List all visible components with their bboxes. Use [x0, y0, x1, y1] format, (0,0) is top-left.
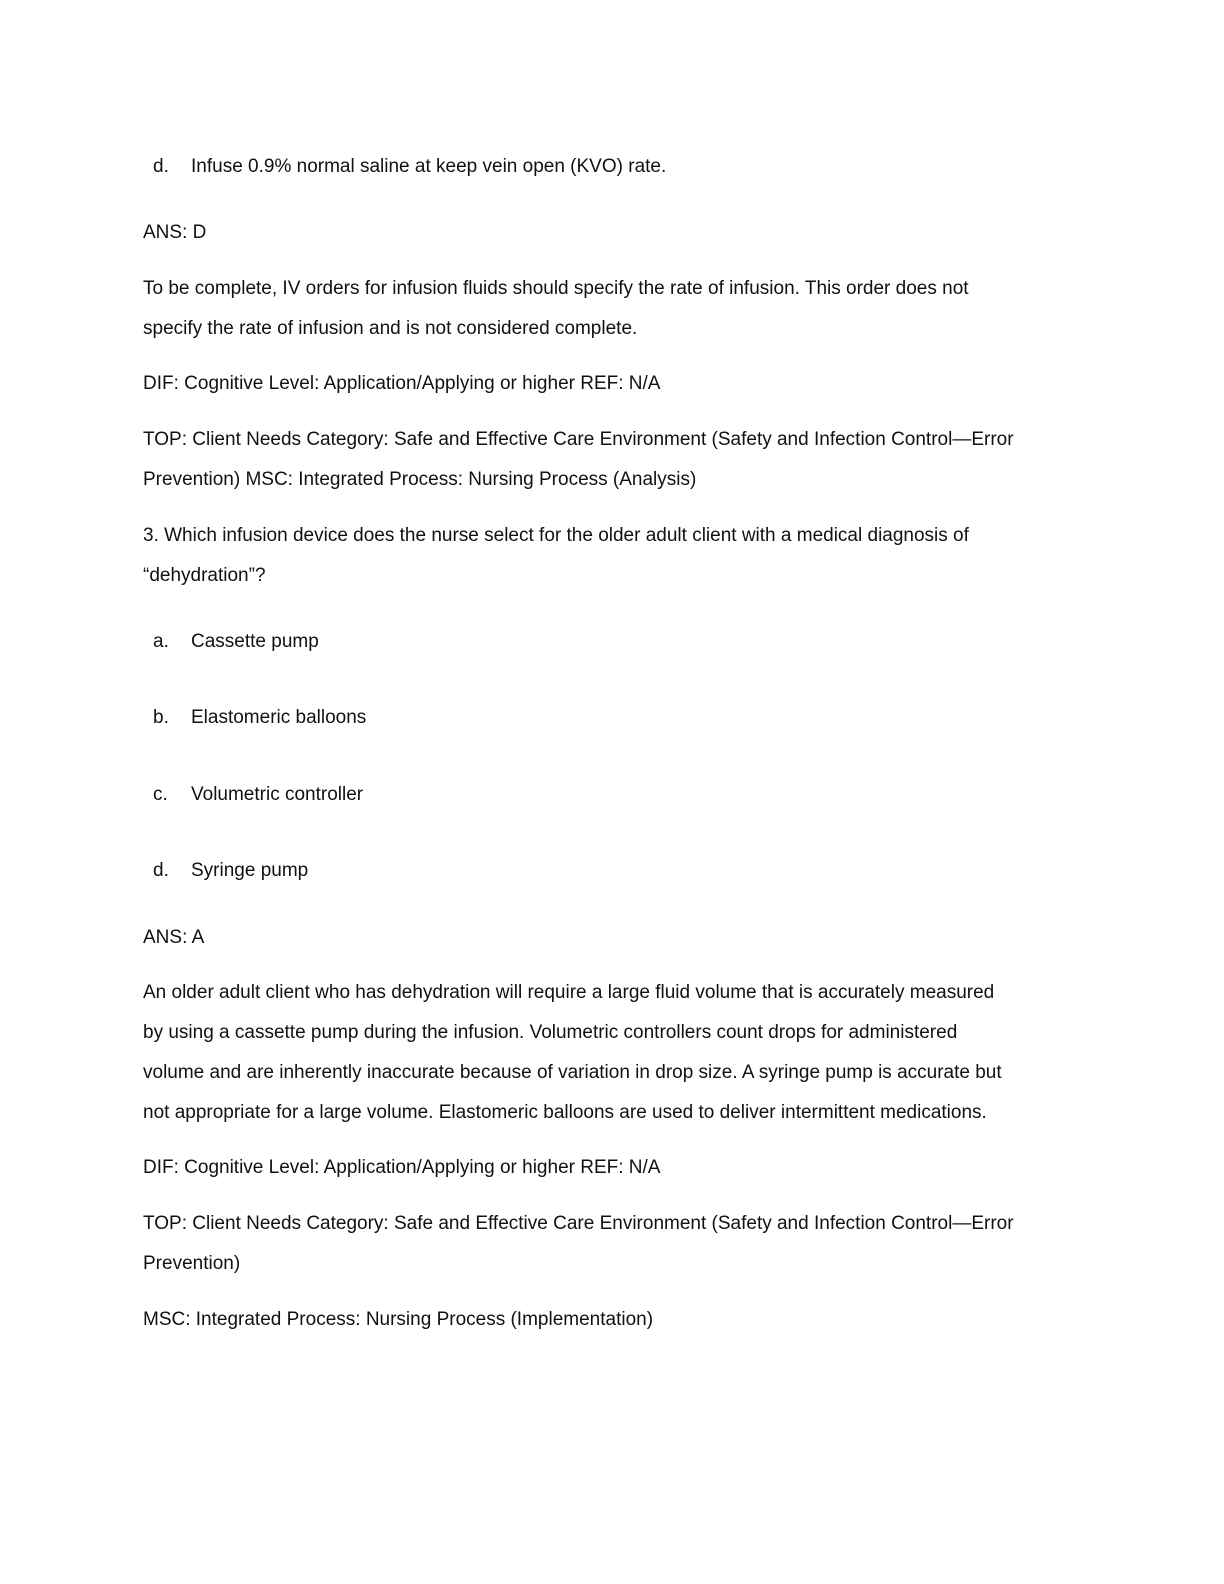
q2-top-line: Prevention) MSC: Integrated Process: Nursing Process (Analysis)	[143, 469, 697, 490]
q3-rationale-line: by using a cassette pump during the infusion. Volumetric controllers count drops for administered	[143, 1022, 958, 1043]
q3-top-line: Prevention)	[143, 1253, 241, 1274]
option-letter: b.	[153, 707, 169, 728]
option-text: Volumetric controller	[191, 784, 364, 805]
q3-msc: MSC: Integrated Process: Nursing Process (Implementation)	[143, 1309, 654, 1330]
option-letter: c.	[153, 784, 168, 805]
q3-question-line: 3. Which infusion device does the nurse select for the older adult client with a medical diagnosis of	[143, 525, 969, 546]
option-text: Cassette pump	[191, 631, 319, 652]
q3-question-line: “dehydration”?	[143, 565, 266, 586]
q3-top-line: TOP: Client Needs Category: Safe and Effective Care Environment (Safety and Infection Control—Error	[143, 1213, 1014, 1234]
option-text: Infuse 0.9% normal saline at keep vein open (KVO) rate.	[191, 156, 667, 177]
q3-dif: DIF: Cognitive Level: Application/Applying or higher REF: N/A	[143, 1157, 661, 1178]
q2-top-line: TOP: Client Needs Category: Safe and Effective Care Environment (Safety and Infection Control—Error	[143, 429, 1014, 450]
q3-rationale-line: not appropriate for a large volume. Elastomeric balloons are used to deliver intermittent medications.	[143, 1102, 987, 1123]
q2-answer: ANS: D	[143, 222, 207, 243]
option-text: Elastomeric balloons	[191, 707, 367, 728]
q3-rationale-line: volume and are inherently inaccurate because of variation in drop size. A syringe pump is accurate but	[143, 1062, 1002, 1083]
q2-rationale-line: To be complete, IV orders for infusion fluids should specify the rate of infusion. This order does not	[143, 278, 969, 299]
option-text: Syringe pump	[191, 860, 309, 881]
option-letter: d.	[153, 156, 169, 177]
q2-rationale-line: specify the rate of infusion and is not considered complete.	[143, 318, 638, 339]
q3-rationale-line: An older adult client who has dehydration will require a large fluid volume that is accurately measured	[143, 982, 995, 1003]
option-letter: d.	[153, 860, 169, 881]
option-letter: a.	[153, 631, 169, 652]
q2-dif: DIF: Cognitive Level: Application/Applying or higher REF: N/A	[143, 373, 661, 394]
q3-answer: ANS: A	[143, 927, 205, 948]
